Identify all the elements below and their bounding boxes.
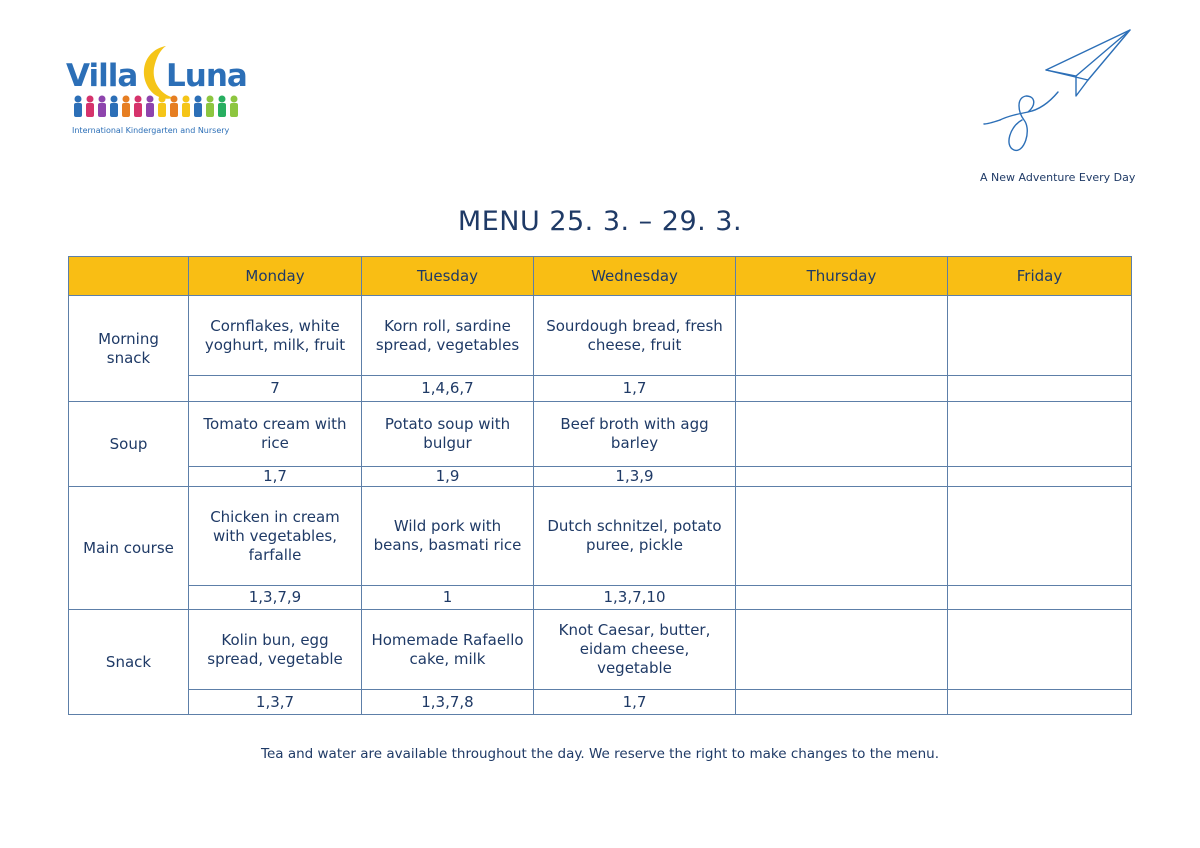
page-title: MENU 25. 3. – 29. 3.	[457, 206, 743, 237]
meal-item	[736, 487, 948, 586]
allergen-cell: 1,7	[189, 467, 362, 487]
header-thursday: Thursday	[736, 257, 948, 296]
allergen-row	[69, 586, 1132, 610]
allergen-cell	[736, 690, 948, 715]
meal-item: Knot Caesar, butter, eidam cheese, vegetable	[534, 610, 736, 690]
children-row-icon	[72, 94, 240, 120]
meal-label-main-course: Main course	[69, 487, 189, 610]
header-monday: Monday	[189, 257, 362, 296]
allergen-cell	[948, 690, 1132, 715]
logo-tagline: International Kindergarten and Nursery	[72, 126, 230, 135]
allergen-cell: 1,3,7,9	[189, 586, 362, 610]
allergen-cell	[948, 376, 1132, 402]
allergen-row	[69, 467, 1132, 487]
allergen-cell	[736, 586, 948, 610]
meal-item	[736, 610, 948, 690]
meal-item: Kolin bun, egg spread, vegetable	[189, 610, 362, 690]
allergen-cell: 1	[362, 586, 534, 610]
table-row	[69, 610, 1132, 690]
meal-item	[948, 487, 1132, 586]
paper-plane-icon	[978, 26, 1138, 166]
meal-item: Sourdough bread, fresh cheese, fruit	[534, 296, 736, 376]
allergen-cell: 1,3,7,8	[362, 690, 534, 715]
allergen-cell	[948, 586, 1132, 610]
meal-item: Cornflakes, white yoghurt, milk, fruit	[189, 296, 362, 376]
meal-label-soup: Soup	[69, 402, 189, 487]
allergen-cell: 1,7	[534, 690, 736, 715]
meal-item	[948, 402, 1132, 467]
allergen-cell	[948, 467, 1132, 487]
meal-label-morning-snack: Morning snack	[69, 296, 189, 402]
allergen-cell: 1,3,9	[534, 467, 736, 487]
footer-note: Tea and water are available throughout the day. We reserve the right to make changes to the menu.	[261, 746, 939, 762]
allergen-cell: 1,9	[362, 467, 534, 487]
menu-table	[68, 256, 1132, 715]
meal-item: Homemade Rafaello cake, milk	[362, 610, 534, 690]
meal-item	[736, 296, 948, 376]
villa-luna-logo	[66, 44, 246, 140]
meal-item	[736, 402, 948, 467]
logo-word-left: Villa	[66, 58, 138, 94]
table-row	[69, 402, 1132, 467]
header-corner	[69, 257, 189, 296]
meal-item: Korn roll, sardine spread, vegetables	[362, 296, 534, 376]
meal-item	[948, 296, 1132, 376]
header-tuesday: Tuesday	[362, 257, 534, 296]
allergen-cell: 7	[189, 376, 362, 402]
header-friday: Friday	[948, 257, 1132, 296]
meal-item: Beef broth with agg barley	[534, 402, 736, 467]
logo-word-right: Luna	[166, 58, 247, 94]
meal-item: Tomato cream with rice	[189, 402, 362, 467]
allergen-cell: 1,3,7	[189, 690, 362, 715]
allergen-row	[69, 376, 1132, 402]
allergen-cell: 1,4,6,7	[362, 376, 534, 402]
meal-item: Potato soup with bulgur	[362, 402, 534, 467]
meal-item: Chicken in cream with vegetables, farfalle	[189, 487, 362, 586]
allergen-cell: 1,7	[534, 376, 736, 402]
meal-label-snack: Snack	[69, 610, 189, 715]
meal-item: Dutch schnitzel, potato puree, pickle	[534, 487, 736, 586]
header-row	[69, 257, 1132, 296]
table-row	[69, 487, 1132, 586]
allergen-cell	[736, 376, 948, 402]
meal-item	[948, 610, 1132, 690]
allergen-cell	[736, 467, 948, 487]
header-wednesday: Wednesday	[534, 257, 736, 296]
table-row	[69, 296, 1132, 376]
allergen-row	[69, 690, 1132, 715]
slogan: A New Adventure Every Day	[980, 171, 1136, 184]
allergen-cell: 1,3,7,10	[534, 586, 736, 610]
meal-item: Wild pork with beans, basmati rice	[362, 487, 534, 586]
